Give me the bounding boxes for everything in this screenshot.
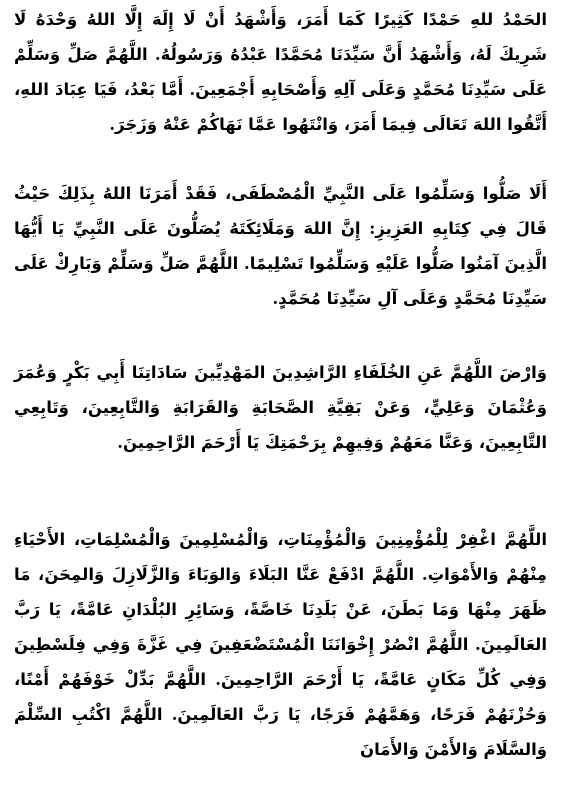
- opening-praise-paragraph: الحَمْدُ للهِ حَمْدًا كَثِيرًا كَمَا أَمَرَ، وَأَشْهَدُ أَنْ لَا إِلَهَ إِلَّا اللهُ وَحْدَهُ لَا شَرِيكَ لَهُ، وَأَشْهَدُ أَنَّ سَيِّدَنَا مُحَمَّدًا عَبْدُهُ وَرَسُولُهُ. اللَّهُمَّ صَلِّ وَسَلِّمْ عَلَى سَيِّدِنَا مُحَمَّدٍ وَعَلَى آلِهِ وَأَصْحَابِهِ أَجْمَعِينَ. أَمَّا بَعْدُ، فَيَا عِبَادَ اللهِ، أَتَّقُوا اللهَ تَعَالَى فِيمَا أَمَرَ، وَانْتَهُوا عَمَّا نَهَاكُمْ عَنْهُ وَزَجَرَ.: [14, 10, 547, 134]
- supplication-paragraph: اللَّهُمَّ اغْفِرْ لِلْمُؤْمِنِينَ وَالْمُؤْمِنَاتِ، وَالْمُسْلِمِينَ وَالْمُسْلِمَاتِ، الأَحْيَاءِ مِنْهُمْ وَالأَمْوَاتِ. اللَّهُمَّ ادْفَعْ عَنَّا البَلَاءَ وَالوَبَاءَ وَالزَّلَازِلَ وَالمِحَنَ، مَا ظَهَرَ مِنْهَا وَمَا بَطَنَ، عَنْ بَلَدِنَا خَاصَّةً، وَسَائِرِ البُلْدَانِ عَامَّةً، يَا رَبَّ العَالَمِينَ. اللَّهُمَّ انْصُرْ إِخْوَانَنَا الْمُسْتَضْعَفِينَ فِي غَزَّةَ وَفِي فِلَسْطِينَ وَفِي كُلِّ مَكَانٍ عَامَّةً، يَا أَرْحَمَ الرَّاحِمِينَ. اللَّهُمَّ بَدِّلْ خَوْفَهُمْ أَمْنًا، وَحُزْنَهُمْ فَرَحًا، وَهَمَّهُمْ فَرَجًا، يَا رَبَّ العَالَمِينَ. اللَّهُمَّ اكْتُبِ السِّلْمَ وَالسَّلَامَ وَالأَمْنَ وَالأَمَانَ: [14, 530, 547, 759]
- caliphs-paragraph: وَارْضَ اللَّهُمَّ عَنِ الخُلَفَاءِ الرَّاشِدِينَ المَهْدِيِّينَ سَادَاتِنَا أَبِي بَكْرٍ وَعُمَرَ وَعُثْمَانَ وَعَلِيٍّ، وَعَنْ بَقِيَّةِ الصَّحَابَةِ وَالقَرَابَةِ وَالتَّابِعِينَ، وَتَابِعِي التَّابِعِينَ، وَعَنَّا مَعَهُمْ وَفِيهِمْ بِرَحْمَتِكَ يَا أَرْحَمَ الرَّاحِمِينَ.: [14, 363, 547, 452]
- salawat-paragraph: أَلَا صَلُّوا وَسَلِّمُوا عَلَى النَّبِيِّ الْمُصْطَفَى، فَقَدْ أَمَرَنَا اللهُ بِذَلِكَ حَيْثُ قَالَ فِي كِتَابِهِ العَزِيزِ: إِنَّ اللهَ وَمَلَائِكَتَهُ يُصَلُّونَ عَلَى النَّبِيِّ يَا أَيُّهَا الَّذِينَ آمَنُوا صَلُّوا عَلَيْهِ وَسَلِّمُوا تَسْلِيمًا. اللَّهُمَّ صَلِّ وَسَلِّمْ وَبَارِكْ عَلَى سَيِّدِنَا مُحَمَّدٍ وَعَلَى آلِ سَيِّدِنَا مُحَمَّدٍ.: [14, 184, 547, 308]
